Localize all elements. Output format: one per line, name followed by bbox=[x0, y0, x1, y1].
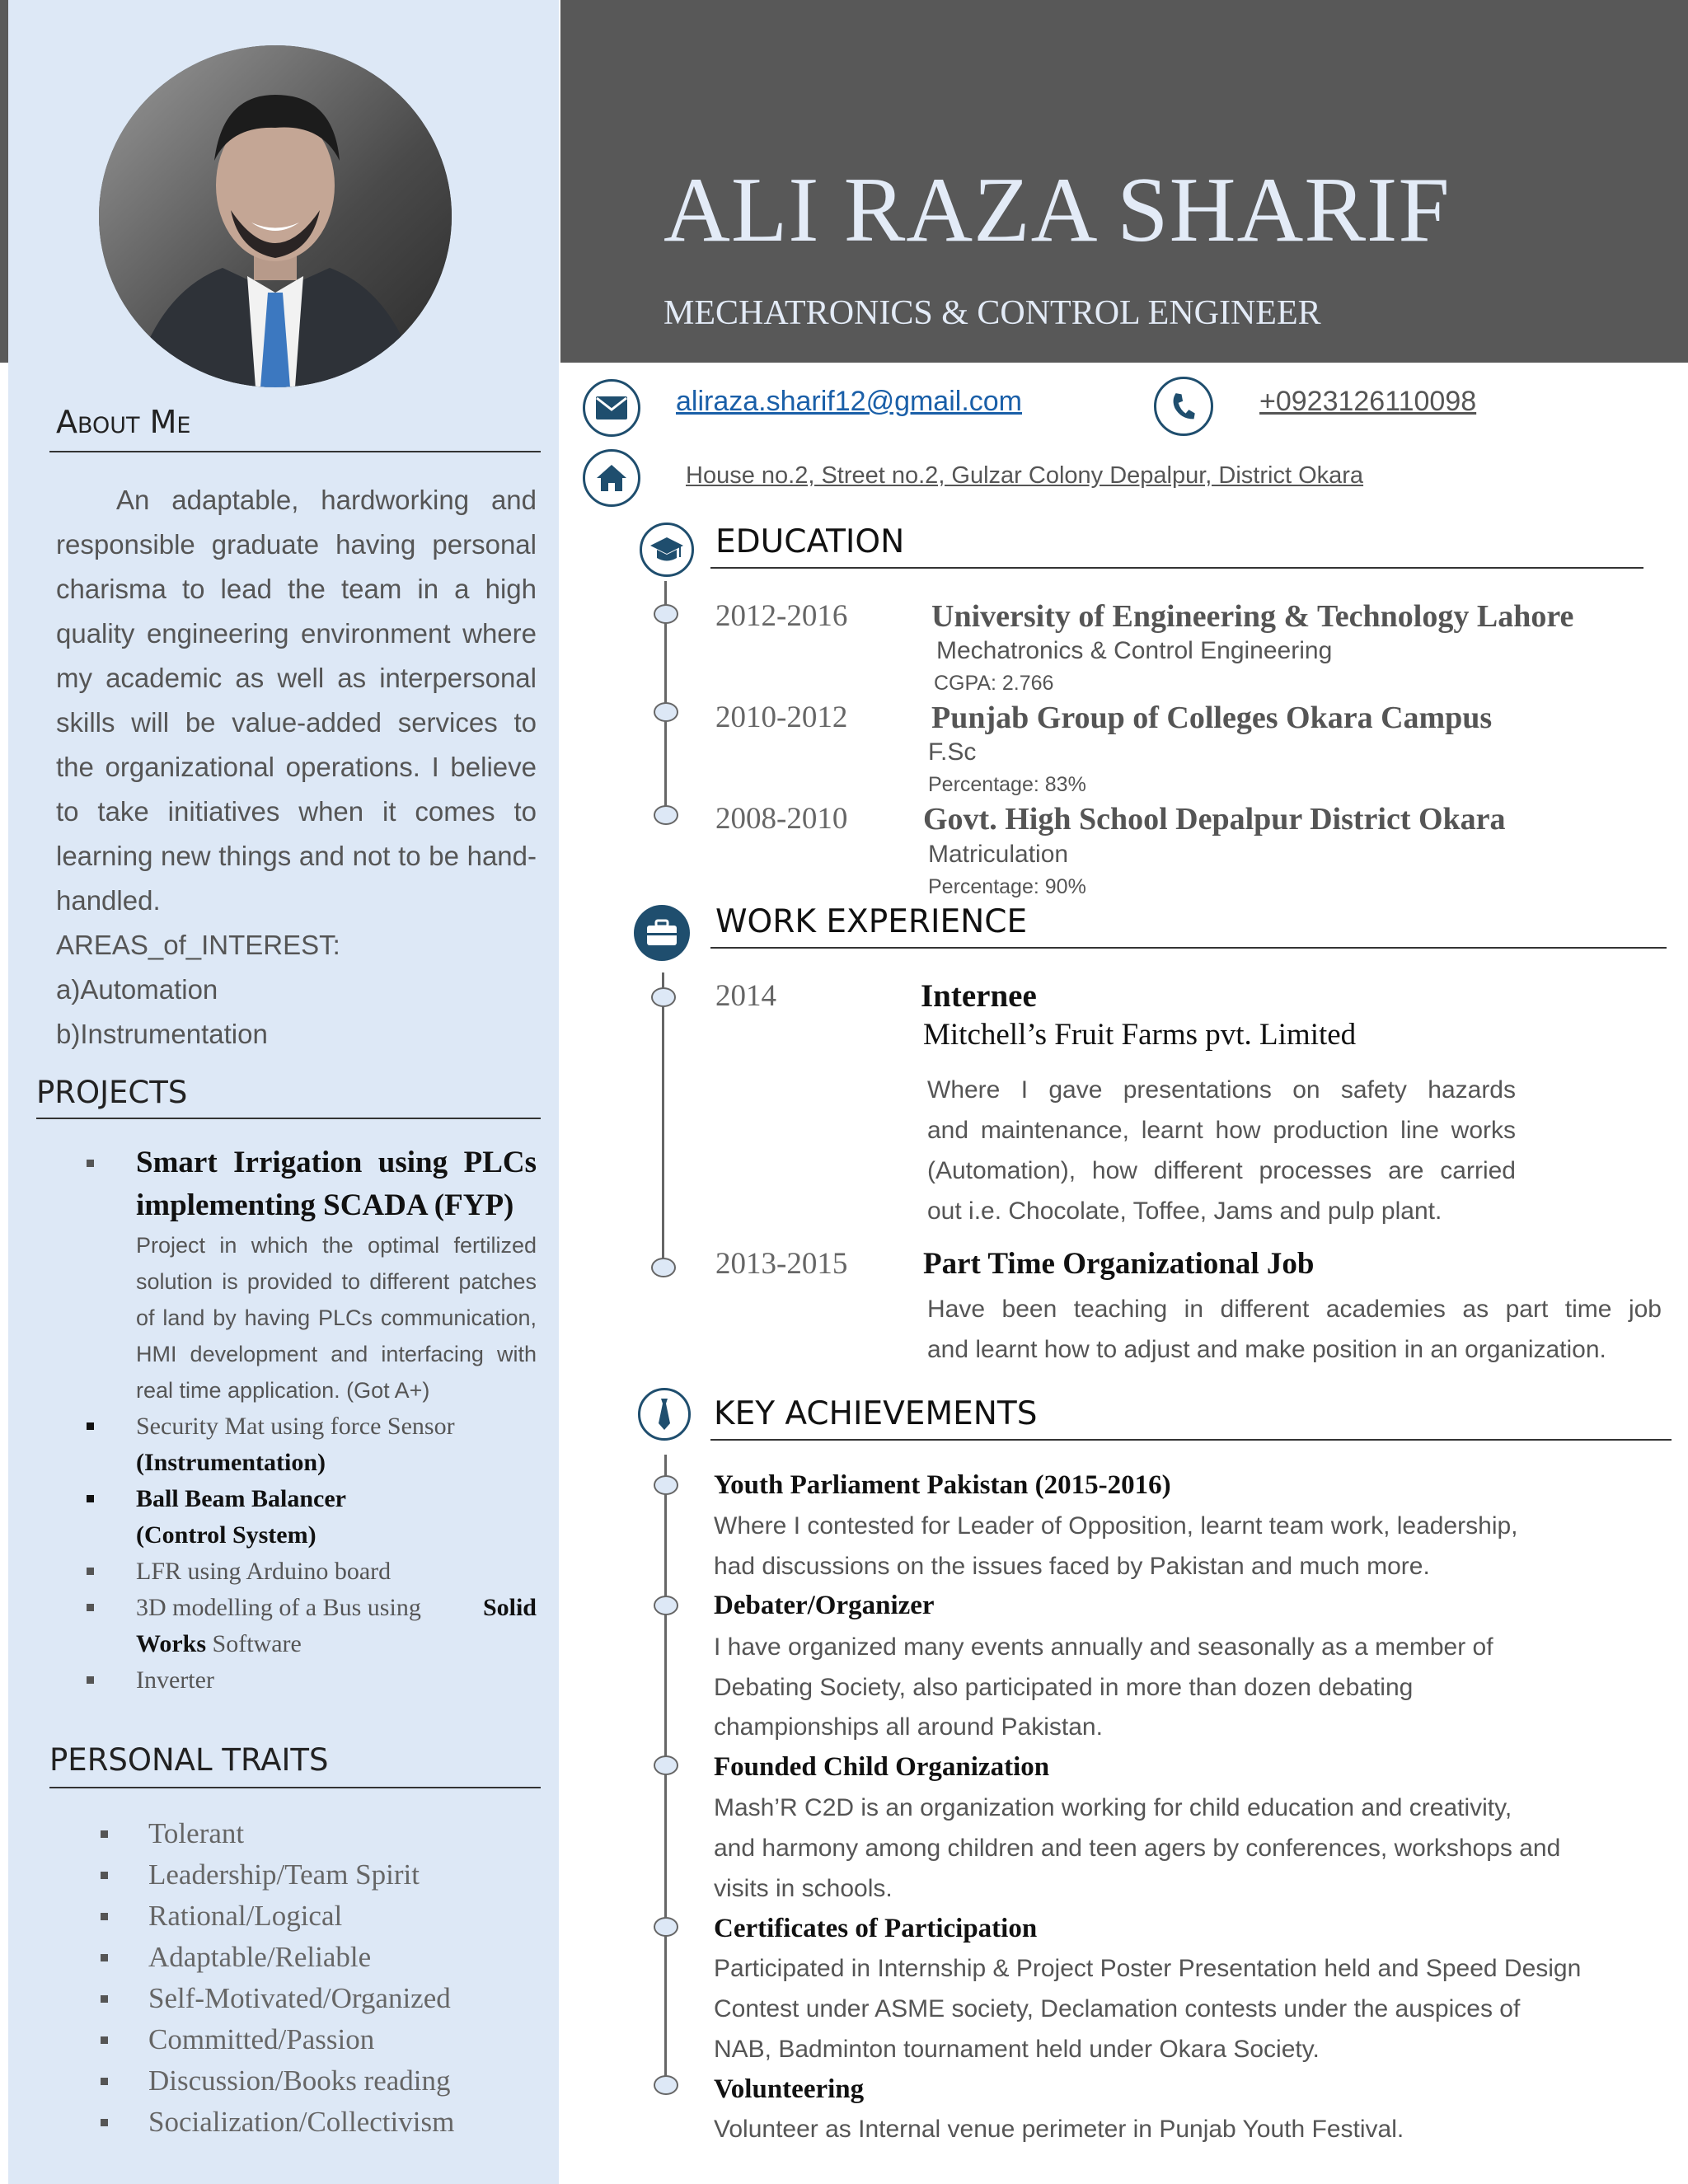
education-years: 2010-2012 bbox=[715, 701, 848, 734]
bullet-icon bbox=[101, 1995, 108, 2003]
work-role: Part Time Organizational Job bbox=[923, 1247, 1315, 1281]
education-years: 2012-2016 bbox=[715, 599, 848, 633]
work-years: 2013-2015 bbox=[715, 1247, 848, 1281]
work-heading: WORK EXPERIENCE bbox=[715, 903, 1028, 940]
about-heading: About Me bbox=[56, 404, 191, 440]
work-description-line: and learnt how to adjust and make position in an organization. bbox=[927, 1336, 1606, 1363]
work-description-line: Have been teaching in different academies as part time job bbox=[927, 1296, 1662, 1323]
achievement-title: Certificates of Participation bbox=[714, 1914, 1038, 1943]
project-title: LFR using Arduino board bbox=[136, 1558, 392, 1585]
bullet-icon bbox=[101, 2119, 108, 2126]
education-grade: Percentage: 90% bbox=[928, 875, 1086, 898]
projects-heading: PROJECTS bbox=[36, 1075, 188, 1110]
achievement-text: Volunteer as Internal venue perimeter in Punjab Youth Festival. bbox=[714, 2116, 1404, 2143]
timeline-dot bbox=[654, 1596, 678, 1615]
project-item bbox=[87, 1590, 537, 1662]
work-description-line: and maintenance, learnt how production line works bbox=[927, 1117, 1516, 1144]
achievement-text: NAB, Badminton tournament held under Okara Society. bbox=[714, 2036, 1320, 2063]
about-section bbox=[56, 478, 537, 1057]
trait-item bbox=[99, 1978, 544, 2019]
achievements-rule bbox=[710, 1439, 1672, 1441]
work-rule bbox=[710, 947, 1667, 949]
project-item bbox=[87, 1141, 537, 1408]
trait-label: Rational/Logical bbox=[148, 1900, 343, 1932]
achievement-text: Mash’R C2D is an organization working for child education and creativity, bbox=[714, 1794, 1512, 1821]
project-title-text: Software bbox=[212, 1630, 302, 1657]
bullet-icon bbox=[87, 1604, 94, 1611]
briefcase-icon bbox=[634, 905, 690, 961]
bullet-icon bbox=[87, 1422, 94, 1430]
projects-list bbox=[87, 1141, 537, 1699]
project-title: Inverter bbox=[136, 1666, 214, 1694]
achievement-title: Volunteering bbox=[714, 2074, 865, 2104]
bullet-icon bbox=[101, 2036, 108, 2044]
bullet-icon bbox=[87, 1495, 94, 1502]
trait-label: Tolerant bbox=[148, 1817, 245, 1849]
project-title-text: 3D modelling of a Bus using bbox=[136, 1594, 421, 1621]
achievement-text: Debating Society, also participated in more than dozen debating bbox=[714, 1674, 1414, 1701]
trait-item bbox=[99, 1854, 544, 1896]
traits-list bbox=[99, 1813, 544, 2143]
timeline-dot bbox=[654, 1755, 678, 1775]
trait-label: Self-Motivated/Organized bbox=[148, 1982, 451, 2014]
bullet-icon bbox=[101, 1830, 108, 1838]
bullet-icon bbox=[101, 1872, 108, 1879]
bullet-icon bbox=[87, 1160, 94, 1167]
trait-label: Leadership/Team Spirit bbox=[148, 1858, 420, 1891]
project-item bbox=[87, 1408, 537, 1481]
achievement-title: Founded Child Organization bbox=[714, 1752, 1050, 1782]
trait-item bbox=[99, 2060, 544, 2102]
candidate-name: ALI RAZA SHARIF bbox=[663, 159, 1451, 261]
achievement-text: Where I contested for Leader of Opposition, learnt team work, leadership, bbox=[714, 1512, 1518, 1540]
traits-rule bbox=[49, 1787, 541, 1788]
interest-item: b)Instrumentation bbox=[56, 1019, 268, 1049]
project-title-bold: Works bbox=[136, 1630, 207, 1657]
education-grade: Percentage: 83% bbox=[928, 773, 1086, 796]
achievement-title: Youth Parliament Pakistan (2015-2016) bbox=[714, 1470, 1171, 1500]
timeline-dot bbox=[654, 1917, 678, 1937]
about-paragraph: An adaptable, hardworking and responsible graduate having personal charisma to lead the team in a high quality engineering environment where my academic as well as interpersonal skills will be value-added services to the organizational operations. I believe to take initiatives when it comes to learning new things and not to be hand-handled. bbox=[56, 485, 537, 916]
bullet-icon bbox=[101, 2078, 108, 2085]
interest-heading: AREAS_of_INTEREST: bbox=[56, 930, 340, 960]
work-description-line: Where I gave presentations on safety hazards bbox=[927, 1076, 1516, 1104]
project-item bbox=[87, 1662, 537, 1699]
timeline-dot bbox=[654, 604, 678, 624]
phone-icon bbox=[1154, 377, 1213, 436]
candidate-title: MECHATRONICS & CONTROL ENGINEER bbox=[663, 294, 1321, 332]
achievement-text: and harmony among children and teen agers by conferences, workshops and bbox=[714, 1835, 1561, 1862]
bullet-icon bbox=[101, 1954, 108, 1961]
trait-item bbox=[99, 2019, 544, 2060]
bullet-icon bbox=[87, 1676, 94, 1684]
project-item bbox=[87, 1554, 537, 1590]
achievement-text: Contest under ASME society, Declamation contests under the auspices of bbox=[714, 1995, 1521, 2022]
timeline-dot bbox=[654, 2075, 678, 2095]
project-category: (Instrumentation) bbox=[136, 1449, 326, 1476]
timeline-dot bbox=[654, 702, 678, 722]
project-item bbox=[87, 1481, 537, 1554]
achievements-heading: KEY ACHIEVEMENTS bbox=[714, 1395, 1038, 1432]
work-role: Internee bbox=[921, 978, 1037, 1014]
timeline-dot bbox=[654, 1475, 678, 1495]
education-institution: University of Engineering & Technology Lahore bbox=[931, 599, 1574, 634]
achievement-text: Participated in Internship & Project Poster Presentation held and Speed Design bbox=[714, 1955, 1582, 1982]
education-grade: CGPA: 2.766 bbox=[934, 672, 1054, 695]
education-institution: Govt. High School Depalpur District Okara bbox=[923, 802, 1506, 837]
project-title: Smart Irrigation using PLCs implementing SCADA (FYP) bbox=[136, 1146, 537, 1222]
timeline-dot bbox=[654, 805, 678, 825]
work-description-line: (Automation), how different processes are carried bbox=[927, 1157, 1516, 1184]
achievement-text: had discussions on the issues faced by Pakistan and much more. bbox=[714, 1553, 1430, 1580]
sidebar-edge-strip bbox=[0, 0, 8, 363]
trait-label: Adaptable/Reliable bbox=[148, 1941, 372, 1973]
profile-photo bbox=[99, 45, 452, 387]
work-description bbox=[927, 1070, 1516, 1231]
graduation-cap-icon bbox=[640, 523, 694, 577]
home-icon bbox=[583, 449, 640, 507]
bullet-icon bbox=[87, 1568, 94, 1575]
tie-icon bbox=[638, 1388, 691, 1441]
education-years: 2008-2010 bbox=[715, 802, 848, 836]
traits-heading: PERSONAL TRAITS bbox=[49, 1742, 329, 1778]
bullet-icon bbox=[101, 1913, 108, 1920]
project-title bbox=[136, 1590, 537, 1626]
header-banner bbox=[560, 0, 1688, 363]
work-description bbox=[927, 1289, 1662, 1370]
project-title-cont bbox=[136, 1626, 537, 1662]
trait-label: Socialization/Collectivism bbox=[148, 2106, 455, 2138]
trait-label: Committed/Passion bbox=[148, 2023, 375, 2055]
education-degree: Mechatronics & Control Engineering bbox=[936, 637, 1333, 664]
phone-link[interactable]: +0923126110098 bbox=[1259, 386, 1477, 417]
trait-item bbox=[99, 1937, 544, 1978]
interest-item: a)Automation bbox=[56, 974, 218, 1005]
timeline-dot bbox=[651, 1258, 676, 1277]
education-degree: F.Sc bbox=[928, 738, 977, 766]
trait-item bbox=[99, 2102, 544, 2143]
email-icon bbox=[583, 379, 640, 437]
project-title-bold: Solid bbox=[482, 1594, 537, 1621]
work-company: Mitchell’s Fruit Farms pvt. Limited bbox=[923, 1018, 1357, 1052]
about-rule bbox=[49, 451, 541, 452]
trait-label: Discussion/Books reading bbox=[148, 2064, 451, 2097]
address-text: House no.2, Street no.2, Gulzar Colony Depalpur, District Okara bbox=[686, 462, 1364, 489]
education-institution: Punjab Group of Colleges Okara Campus bbox=[931, 701, 1493, 735]
email-link[interactable]: aliraza.sharif12@gmail.com bbox=[676, 386, 1023, 417]
achievement-title: Debater/Organizer bbox=[714, 1591, 935, 1620]
project-title: Security Mat using force Sensor bbox=[136, 1413, 455, 1440]
projects-rule bbox=[36, 1118, 541, 1119]
achievement-text: I have organized many events annually and seasonally as a member of bbox=[714, 1633, 1493, 1661]
education-degree: Matriculation bbox=[928, 841, 1069, 868]
timeline-dot bbox=[651, 987, 676, 1007]
education-heading: EDUCATION bbox=[715, 523, 905, 560]
achievement-text: visits in schools. bbox=[714, 1875, 893, 1902]
trait-item bbox=[99, 1813, 544, 1854]
achievement-text: championships all around Pakistan. bbox=[714, 1713, 1103, 1741]
work-timeline bbox=[662, 972, 664, 1269]
project-category: (Control System) bbox=[136, 1521, 316, 1549]
work-years: 2014 bbox=[715, 979, 776, 1013]
project-title: Ball Beam Balancer bbox=[136, 1485, 346, 1512]
work-description-line: out i.e. Chocolate, Toffee, Jams and pulp plant. bbox=[927, 1197, 1442, 1225]
education-rule bbox=[710, 567, 1643, 569]
trait-item bbox=[99, 1896, 544, 1937]
project-description: Project in which the optimal fertilized solution is provided to different patches of land by having PLCs communication, HMI development and interfacing with real time application. (Got A+) bbox=[136, 1233, 537, 1403]
